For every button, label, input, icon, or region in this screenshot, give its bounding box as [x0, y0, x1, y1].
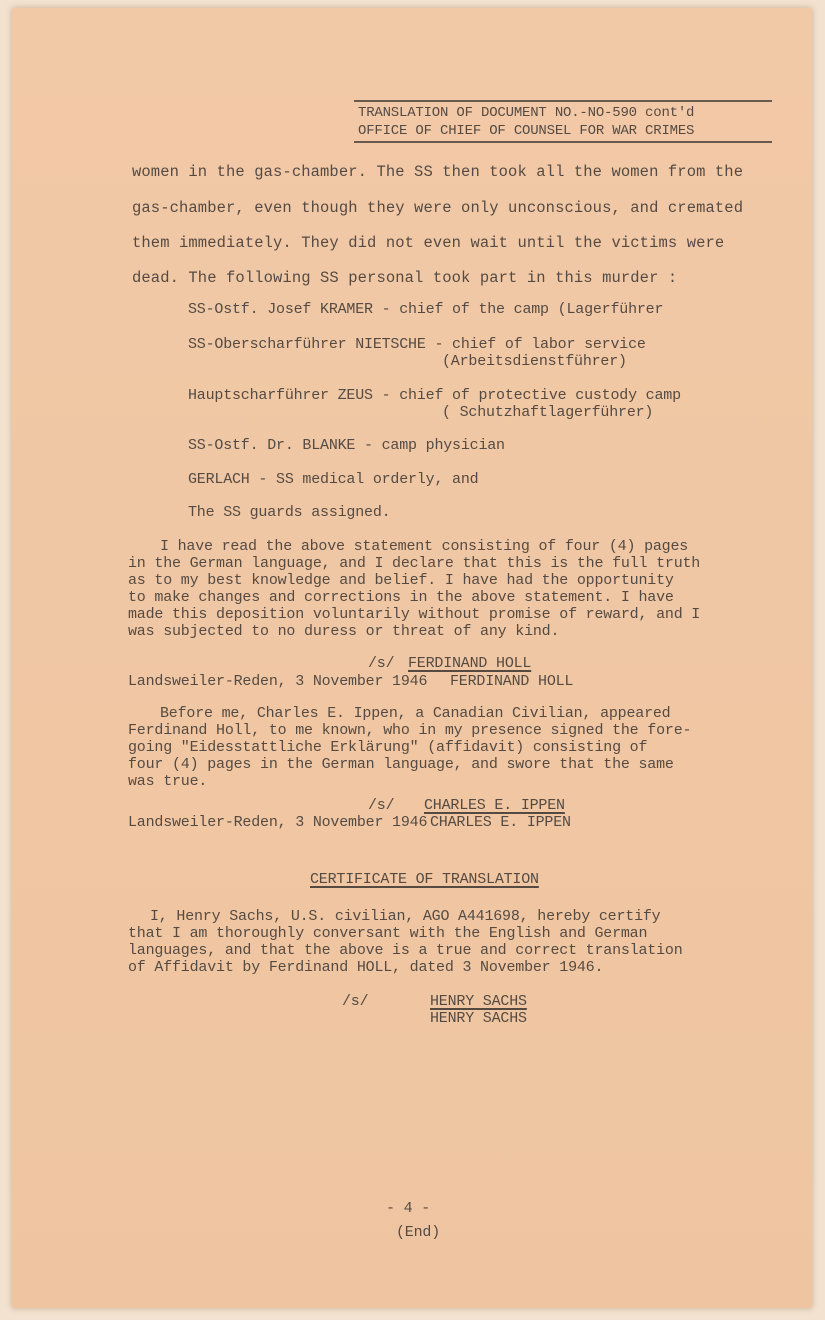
oath-printed-name: CHARLES E. IPPEN	[430, 814, 571, 831]
end-label: (End)	[396, 1224, 441, 1241]
statement-signature: FERDINAND HOLL	[408, 655, 532, 672]
personnel-3: Hauptscharführer ZEUS - chief of protective custody camp	[188, 387, 681, 404]
oath-signature: CHARLES E. IPPEN	[424, 797, 565, 814]
certificate-line-2: that I am thoroughly conversant with the English and German	[128, 925, 648, 942]
certificate-line-1: I, Henry Sachs, U.S. civilian, AGO A441698, hereby certify	[150, 908, 661, 925]
personnel-6: The SS guards assigned.	[188, 504, 391, 521]
header-top-rule	[354, 100, 772, 102]
personnel-2-title: (Arbeitsdienstführer)	[442, 353, 627, 370]
personnel-5: GERLACH - SS medical orderly, and	[188, 471, 479, 488]
personnel-4: SS-Ostf. Dr. BLANKE - camp physician	[188, 437, 505, 454]
statement-place-date: Landsweiler-Reden, 3 November 1946	[128, 673, 428, 690]
oath-sig-prefix: /s/	[368, 797, 395, 814]
personnel-1: SS-Ostf. Josef KRAMER - chief of the camp (Lagerführer	[188, 301, 664, 318]
body-line-3: them immediately. They did not even wait until the victims were	[132, 234, 725, 252]
statement-line-3: as to my best knowledge and belief. I have had the opportunity	[128, 572, 674, 589]
certificate-line-4: of Affidavit by Ferdinand HOLL, dated 3 November 1946.	[128, 959, 604, 976]
header-bottom-rule	[354, 141, 772, 143]
document-page	[12, 8, 812, 1308]
oath-line-1: Before me, Charles E. Ippen, a Canadian Civilian, appeared	[160, 705, 671, 722]
certificate-signature: HENRY SACHS	[430, 993, 527, 1010]
statement-line-5: made this deposition voluntarily without promise of reward, and I	[128, 606, 701, 623]
certificate-sig-prefix: /s/	[342, 993, 369, 1010]
statement-printed-name: FERDINAND HOLL	[450, 673, 574, 690]
personnel-3-title: ( Schutzhaftlagerführer)	[442, 404, 654, 421]
personnel-2: SS-Oberscharführer NIETSCHE - chief of labor service	[188, 336, 646, 353]
statement-sig-prefix: /s/	[368, 655, 395, 672]
body-line-2: gas-chamber, even though they were only unconscious, and cremated	[132, 199, 744, 217]
oath-line-4: four (4) pages in the German language, and swore that the same	[128, 756, 674, 773]
body-line-1: women in the gas-chamber. The SS then took all the women from the	[132, 163, 744, 181]
page-number: - 4 -	[386, 1200, 431, 1217]
header-line-2: OFFICE OF CHIEF OF COUNSEL FOR WAR CRIMES	[358, 123, 695, 139]
certificate-title: CERTIFICATE OF TRANSLATION	[310, 871, 539, 888]
oath-line-3: going "Eidesstattliche Erklärung" (affidavit) consisting of	[128, 739, 648, 756]
oath-line-2: Ferdinand Holl, to me known, who in my presence signed the fore-	[128, 722, 692, 739]
certificate-printed-name: HENRY SACHS	[430, 1010, 527, 1027]
statement-line-1: I have read the above statement consisting of four (4) pages	[160, 538, 689, 555]
header-line-1: TRANSLATION OF DOCUMENT NO.-NO-590 cont'd	[358, 105, 695, 121]
oath-place-date: Landsweiler-Reden, 3 November 1946	[128, 814, 428, 831]
statement-line-6: was subjected to no duress or threat of any kind.	[128, 623, 560, 640]
oath-line-5: was true.	[128, 773, 208, 790]
statement-line-2: in the German language, and I declare that this is the full truth	[128, 555, 701, 572]
body-line-4: dead. The following SS personal took part in this murder :	[132, 269, 678, 287]
statement-line-4: to make changes and corrections in the above statement. I have	[128, 589, 674, 606]
certificate-line-3: languages, and that the above is a true and correct translation	[128, 942, 683, 959]
